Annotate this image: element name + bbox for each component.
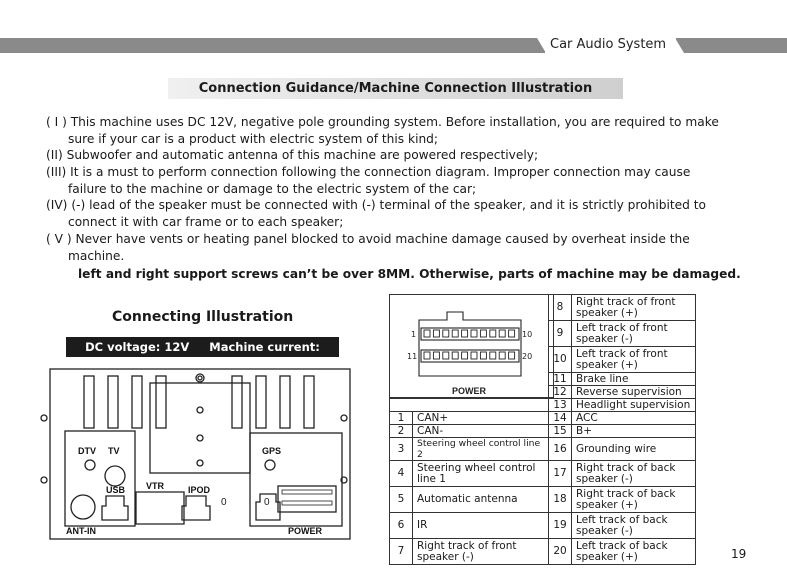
pin-function: IR xyxy=(413,513,549,539)
pin-function: Right track of front speaker (-) xyxy=(413,539,549,565)
power-label: POWER xyxy=(288,526,323,536)
pin-function: Grounding wire xyxy=(572,438,696,461)
note-text-cont: sure if your car is a product with electric system of this kind; xyxy=(68,131,439,146)
pin-function: Steering wheel control line 2 xyxy=(413,438,549,461)
pin-number: 6 xyxy=(390,513,413,539)
note-marker: (IV) xyxy=(46,198,68,212)
pin-table xyxy=(389,294,696,565)
pin-number: 8 xyxy=(549,295,572,321)
pin-number: 11 xyxy=(549,373,572,386)
note-marker: ( V ) xyxy=(46,232,72,246)
pin-function: ACC xyxy=(572,412,696,425)
pin-function: Left track of front speaker (-) xyxy=(572,321,696,347)
machine-rear-diagram xyxy=(38,368,358,543)
pin-function: Reverse supervision xyxy=(572,386,696,399)
zero-mark-1: 0 xyxy=(221,497,227,508)
note-text: Never have vents or heating panel blocked to avoid machine damage caused by overheat inside the xyxy=(75,232,690,246)
note-marker: ( I ) xyxy=(46,115,67,129)
pin-number: 14 xyxy=(549,412,572,425)
header-bar-left xyxy=(0,38,545,53)
note-text-cont: failure to the machine or damage to the electric system of the car; xyxy=(68,181,477,196)
note-marker: (II) xyxy=(46,148,63,162)
pin-function: Right track of front speaker (+) xyxy=(572,295,696,321)
vtr-label: VTR xyxy=(146,481,164,491)
note-5 xyxy=(46,231,746,264)
pin-number: 2 xyxy=(390,425,413,438)
pin-number: 4 xyxy=(390,461,413,487)
note-text: (-) lead of the speaker must be connected with (-) terminal of the speaker, and it is strictly prohibited to xyxy=(71,198,706,212)
pin-function: Brake line xyxy=(572,373,696,386)
pin-function: Left track of back speaker (-) xyxy=(572,513,696,539)
pin-function: CAN+ xyxy=(413,412,549,425)
pin-number: 20 xyxy=(549,539,572,565)
pin-number: 5 xyxy=(390,487,413,513)
note-2 xyxy=(46,147,746,164)
connector-label: POWER xyxy=(451,386,487,396)
machine-current: Machine current: <15A xyxy=(185,340,320,374)
note-4 xyxy=(46,197,746,230)
header-bar-right xyxy=(676,38,787,53)
page-number: 19 xyxy=(731,547,747,561)
note-3 xyxy=(46,164,746,197)
pin-function: Left track of front speaker (+) xyxy=(572,347,696,373)
gps-label: GPS xyxy=(262,446,282,456)
dc-spec-bar xyxy=(66,337,339,374)
pin-1-label: 1 xyxy=(411,330,417,339)
warning-text: left and right support screws can’t be over 8MM. Otherwise, parts of machine may be damaged. xyxy=(78,267,741,281)
note-text-cont: connect it with car frame or to each speaker; xyxy=(68,214,344,229)
pin-number: 18 xyxy=(549,487,572,513)
pin-20-label: 20 xyxy=(522,352,533,361)
pin-function: B+ xyxy=(572,425,696,438)
header-bar-cut xyxy=(537,38,546,53)
pin-function: Right track of back speaker (-) xyxy=(572,461,696,487)
note-text-cont: machine. xyxy=(68,248,125,263)
note-1 xyxy=(46,114,746,147)
pin-function: Headlight supervision xyxy=(572,399,696,412)
pin-number: 7 xyxy=(390,539,413,565)
pin-function: Automatic antenna xyxy=(413,487,549,513)
tv-label: TV xyxy=(108,446,120,456)
pin-number: 10 xyxy=(549,347,572,373)
pin-function: CAN- xyxy=(413,425,549,438)
note-text: This machine uses DC 12V, negative pole grounding system. Before installation, you are required to make xyxy=(70,115,719,129)
pin-11-label: 11 xyxy=(407,352,418,361)
note-text: Subwoofer and automatic antenna of this machine are powered respectively; xyxy=(66,148,539,162)
note-marker: (III) xyxy=(46,165,67,179)
pin-number: 16 xyxy=(549,438,572,461)
pin-number: 1 xyxy=(390,412,413,425)
pin-function: Left track of back speaker (+) xyxy=(572,539,696,565)
connecting-title: Connecting Illustration xyxy=(112,309,294,325)
pin-number: 19 xyxy=(549,513,572,539)
dtv-label: DTV xyxy=(78,446,96,456)
pin-number: 17 xyxy=(549,461,572,487)
ipod-label: IPOD xyxy=(188,485,211,495)
usb-label: USB xyxy=(106,485,126,495)
note-text: It is a must to perform connection following the connection diagram. Improper connection may cause xyxy=(70,165,691,179)
ant-in-label: ANT-IN xyxy=(66,526,96,536)
pin-function: Steering wheel control line 1 xyxy=(413,461,549,487)
pin-number: 13 xyxy=(549,399,572,412)
dc-voltage: DC voltage: 12V xyxy=(85,340,190,354)
pin-number: 12 xyxy=(549,386,572,399)
pin-function: Right track of back speaker (+) xyxy=(572,487,696,513)
pin-number: 3 xyxy=(390,438,413,461)
pin-number: 9 xyxy=(549,321,572,347)
pin-10-label: 10 xyxy=(522,330,533,339)
zero-mark-2: 0 xyxy=(264,497,270,508)
header-title: Car Audio System xyxy=(550,37,667,52)
pin-number: 15 xyxy=(549,425,572,438)
section-title: Connection Guidance/Machine Connection Illustration xyxy=(168,78,623,99)
